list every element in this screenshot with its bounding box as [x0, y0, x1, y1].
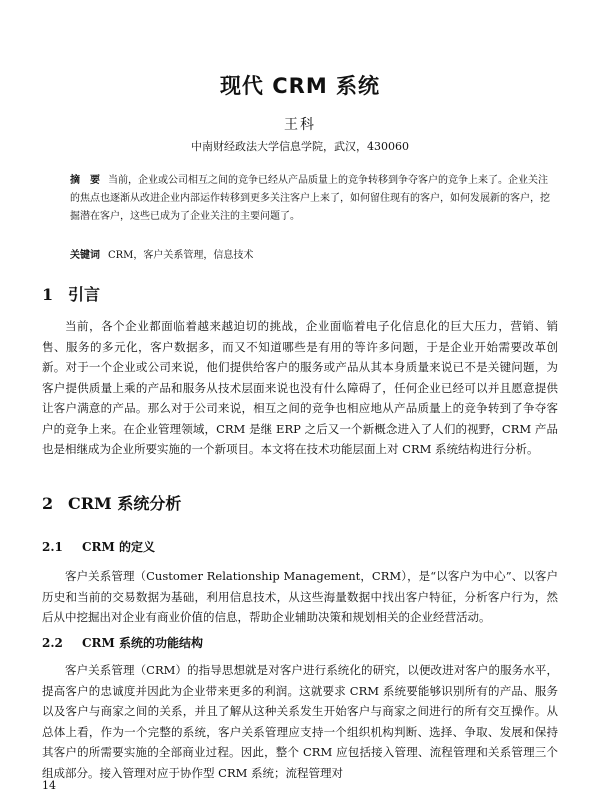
section-1-body: 当前，各个企业都面临着越来越迫切的挑战，企业面临着电子化信息化的巨大压力，营销、销售、服务的多元化，客户数据多，而又不知道哪些是有用的等许多问题，于是企业开始需要改革创新。对于一个企业或公司来说，他们提供给客户的服务或产品从其本身质量来说已不是关键问题，为客户提供质量上乘的产品和服务从技术层面来说也没有什么障碍了，任何企业已经可以并且愿意提供让客户满意的产品。那么对于公司来说，相互之间的竞争也相应地从产品质量上的竞争转到了争夺客户的竞争上来。在企业管理领域，CRM 是继 ERP 之后又一个新概念进入了人们的视野，CRM 产品也是相继成为企业所要实施的一个新项目。本文将在技术功能层面上对 CRM 系统结构进行分析。 [42, 319, 558, 456]
section-2-number: 2 [42, 494, 54, 513]
abstract-label: 摘 要 [70, 175, 100, 186]
abstract [70, 172, 550, 226]
section-2-1-number: 2.1 [42, 540, 63, 554]
affiliation: 中南财经政法大学信息学院，武汉，430060 [191, 140, 409, 153]
section-2-2-number: 2.2 [42, 636, 63, 650]
section-2-title: CRM 系统分析 [68, 494, 182, 513]
section-2-1-body: 客户关系管理（Customer Relationship Management，CRM），是“以客户为中心”、以客户历史和当前的交易数据为基础，利用信息技术，从这些海量数据中找出客户特征，分析客户行为，然后从中挖掘出对企业有商业价值的信息，帮助企业辅助决策和规划相关的企业经营活动。 [42, 569, 558, 624]
section-2-2-body: 客户关系管理（CRM）的指导思想就是对客户进行系统化的研究，以便改进对客户的服务水平，提高客户的忠诚度并因此为企业带来更多的利润。这就要求 CRM 系统要能够识别所有的产品、服务以及客户与商家之间的关系，并且了解从这种关系发生开始客户与商家之间进行的所有交互操作。从总体上看，作为一个完整的系统，客户关系管理应支持一个组织机构判断、选择、争取、发展和保持其客户的所需要实施的全部商业过程。因此，整个 CRM 应包括接入管理、流程管理和关系管理三个组成部分。接入管理对应于协作型 CRM 系统；流程管理对 [42, 663, 558, 780]
keywords-label: 关键词 [70, 250, 100, 261]
section-2-1-heading [42, 538, 155, 555]
abstract-text: 当前，企业或公司相互之间的竞争已经从产品质量上的竞争转移到争夺客户的竞争上来了。企业关注的焦点也逐渐从改进企业内部运作转移到更多关注客户上来了，如何留住现有的客户，如何发展新的客户，挖掘潜在客户，这些已成为了企业关注的主要问题了。 [70, 175, 550, 222]
section-1-title: 引言 [68, 285, 101, 304]
paper-title: 现代 CRM 系统 [219, 74, 381, 98]
page-number: 14 [42, 779, 56, 792]
section-2-heading [42, 491, 181, 514]
keywords [70, 246, 550, 261]
section-2-2-heading [42, 634, 203, 651]
section-2-2-title: CRM 系统的功能结构 [82, 636, 203, 650]
author-name: 王科 [284, 117, 316, 133]
section-1-heading [42, 282, 100, 305]
keywords-text: CRM，客户关系管理，信息技术 [108, 250, 254, 261]
section-1-number: 1 [42, 285, 54, 304]
section-2-1-title: CRM 的定义 [82, 540, 155, 554]
